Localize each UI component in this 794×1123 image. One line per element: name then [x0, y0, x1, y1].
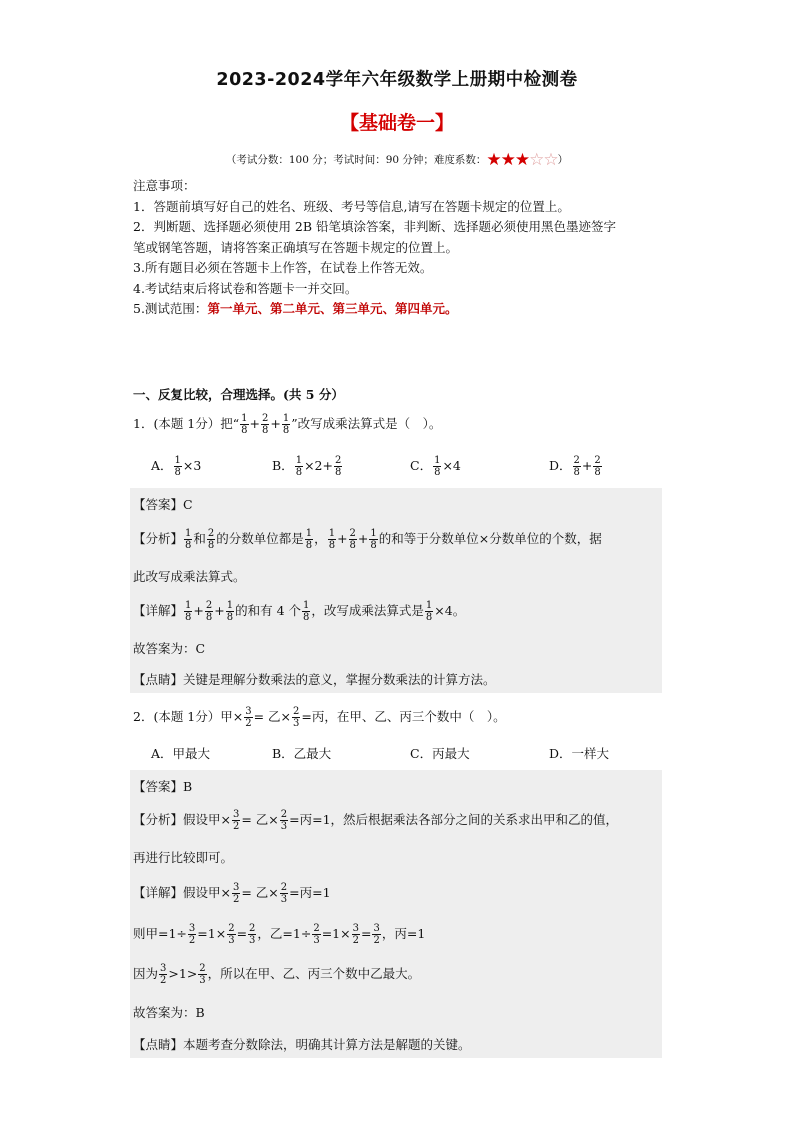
fraction — [302, 600, 310, 623]
q2-option-c[interactable]: C．丙最大 — [410, 746, 470, 761]
denominator: 8 — [185, 540, 192, 551]
text: = — [236, 926, 248, 941]
q2-option-a[interactable]: A．甲最大 — [151, 746, 211, 761]
denominator: 8 — [370, 540, 377, 551]
text: =1× — [321, 926, 351, 941]
denominator: 8 — [205, 612, 213, 623]
fraction — [295, 455, 303, 478]
text: 则甲=1÷ — [133, 926, 187, 941]
text: 【详解】假设甲× — [133, 885, 231, 900]
q1-option-b[interactable] — [272, 455, 343, 478]
text: =丙=1 — [289, 885, 331, 900]
fraction — [226, 600, 234, 623]
text: = 乙× — [241, 812, 279, 827]
q1-analysis: 【分析】 $\frac{1}{8}$ 和 $\frac{2}{8}$ 的分数单位都是 $\frac{1}{8}$ ， $\frac{1}{8}$ + $\frac{2}{8}$ + $\frac{1}{8}$ 的和等于分数单位×分数单位的个数，据 — [133, 528, 602, 551]
text: 【分析】假设甲× — [133, 812, 231, 827]
numerator: 1 — [425, 600, 433, 611]
q2-calculation — [133, 923, 425, 946]
fraction — [232, 882, 240, 905]
text: ，乙=1÷ — [257, 926, 312, 941]
scope-label: 5.测试范围： — [133, 301, 208, 316]
denominator: 8 — [434, 467, 441, 478]
fraction — [282, 413, 290, 436]
text: =丙，在甲、乙、丙三个数中（ ）。 — [301, 709, 506, 724]
numerator: 2 — [205, 600, 213, 611]
star-filled-icon: ★ — [514, 150, 530, 170]
numerator: 3 — [373, 923, 380, 934]
denominator: 8 — [334, 467, 342, 478]
page-title: 2023-2024学年六年级数学上册期中检测卷 — [216, 70, 578, 90]
numerator: 2 — [334, 455, 342, 466]
text: ，所以在甲、乙、丙三个数中乙最大。 — [207, 966, 421, 981]
numerator: 1 — [282, 413, 290, 424]
text: = 乙× — [253, 709, 292, 724]
q2-option-b[interactable]: B．乙最大 — [272, 746, 332, 761]
text: = — [360, 926, 372, 941]
q1-stem-prefix: 1．(本题 1分）把“ — [133, 416, 240, 431]
notes — [133, 176, 673, 320]
denominator: 2 — [160, 975, 167, 986]
q2-detail — [133, 882, 331, 905]
analysis-label: 【分析】 — [133, 531, 184, 546]
option-text: ×3 — [182, 458, 202, 473]
notes-item: 笔或钢笔答题，请将答案正确填写在答题卡规定的位置上。 — [133, 239, 459, 255]
fraction — [593, 455, 601, 478]
fraction — [244, 706, 252, 729]
q2-final: 故答案为：B — [133, 1005, 205, 1020]
numerator: 2 — [280, 882, 288, 893]
numerator: 1 — [226, 600, 234, 611]
denominator: 3 — [280, 894, 288, 905]
numerator: 1 — [185, 528, 192, 539]
option-text: ×2+ — [304, 458, 333, 473]
fraction — [227, 923, 235, 946]
q1-option-d[interactable] — [549, 455, 603, 478]
numerator: 2 — [199, 963, 206, 974]
denominator: 3 — [280, 821, 288, 832]
denominator: 8 — [241, 425, 248, 436]
q1-solution-shade — [130, 488, 662, 693]
denominator: 2 — [232, 894, 240, 905]
numerator: 2 — [207, 528, 215, 539]
numerator: 3 — [232, 882, 240, 893]
text: =1× — [197, 926, 227, 941]
denominator: 2 — [373, 935, 380, 946]
denominator: 2 — [232, 821, 240, 832]
denominator: 3 — [228, 935, 235, 946]
section-title: 一、反复比较，合理选择。(共 5 分） — [133, 387, 344, 402]
denominator: 8 — [262, 425, 269, 436]
denominator: 8 — [328, 540, 336, 551]
denominator: 8 — [295, 467, 303, 478]
q1-comment: 【点睛】关键是理解分数乘法的意义，掌握分数乘法的计算方法。 — [133, 672, 496, 687]
q1-answer: 【答案】C — [133, 497, 193, 512]
numerator: 1 — [370, 528, 377, 539]
scope-value: 第一单元、第二单元、第三单元、第四单元。 — [207, 301, 458, 316]
fraction — [352, 923, 360, 946]
fraction — [205, 600, 213, 623]
numerator: 3 — [352, 923, 359, 934]
text: ， — [314, 531, 327, 546]
notes-heading: 注意事项： — [133, 178, 196, 193]
denominator: 8 — [349, 540, 356, 551]
numerator: 3 — [160, 963, 167, 974]
denominator: 3 — [313, 935, 320, 946]
numerator: 2 — [228, 923, 235, 934]
fraction — [425, 600, 433, 623]
fraction — [248, 923, 256, 946]
meta-prefix: （考试分数：100 分；考试时间：90 分钟；难度系数： — [225, 154, 487, 166]
fraction — [184, 600, 192, 623]
denominator: 8 — [282, 425, 290, 436]
option-letter: A． — [151, 458, 173, 473]
q2-option-d[interactable]: D．一样大 — [549, 746, 610, 761]
fraction — [312, 923, 320, 946]
option-letter: D． — [549, 458, 572, 473]
detail-label: 【详解】 — [133, 603, 184, 618]
numerator: 2 — [594, 455, 601, 466]
denominator: 8 — [594, 467, 601, 478]
denominator: 3 — [249, 935, 256, 946]
denominator: 8 — [207, 540, 215, 551]
numerator: 1 — [185, 600, 192, 611]
fraction — [261, 413, 269, 436]
fraction — [328, 528, 336, 551]
fraction — [198, 963, 206, 986]
fraction — [188, 923, 196, 946]
option-letter: B． — [272, 458, 294, 473]
fraction — [159, 963, 167, 986]
notes-scope — [133, 299, 673, 320]
q2-analysis-cont: 再进行比较即可。 — [133, 850, 234, 865]
text: ，丙=1 — [381, 926, 426, 941]
numerator: 2 — [280, 809, 288, 820]
fraction — [349, 528, 357, 551]
denominator: 2 — [245, 718, 252, 729]
q1-stem-suffix: ”改写成乘法算式是（ ）。 — [291, 416, 442, 431]
q2-because — [133, 963, 420, 986]
numerator: 2 — [249, 923, 256, 934]
numerator: 1 — [174, 455, 181, 466]
numerator: 2 — [293, 706, 300, 717]
denominator: 8 — [425, 612, 433, 623]
q2-stem — [133, 706, 506, 729]
difficulty-stars — [486, 150, 557, 170]
numerator: 1 — [305, 528, 313, 539]
numerator: 1 — [303, 600, 310, 611]
q1-option-c[interactable] — [410, 455, 461, 478]
notes-item: 4.考试结束后将试卷和答题卡一并交回。 — [133, 280, 358, 296]
q2-comment: 【点睛】本题考查分数除法，明确其计算方法是解题的关键。 — [133, 1037, 471, 1052]
text: = 乙× — [241, 885, 279, 900]
q1-option-a[interactable] — [151, 455, 201, 478]
fraction — [369, 528, 377, 551]
fraction — [207, 528, 215, 551]
fraction — [433, 455, 441, 478]
denominator: 2 — [188, 935, 196, 946]
notes-item: 1．答题前填写好自己的姓名、班级、考号等信息,请写在答题卡规定的位置上。 — [133, 198, 570, 214]
denominator: 3 — [293, 718, 300, 729]
fraction — [232, 809, 240, 832]
text: ×4。 — [434, 603, 466, 618]
numerator: 2 — [573, 455, 580, 466]
q1-final: 故答案为：C — [133, 641, 206, 656]
q1-stem: 1．(本题 1分）把“ $\frac{1}{8}$ + $\frac{2}{8}$ + $\frac{1}{8}$ ”改写成乘法算式是（ ）。 — [133, 413, 442, 436]
q2-analysis — [133, 809, 618, 832]
q1-detail: 【详解】 $\frac{1}{8}$ + $\frac{2}{8}$ + $\frac{1}{8}$ 的和有 4 个 $\frac{1}{8}$ ，改写成乘法算式是 $\frac{1}{8}$ ×4。 — [133, 600, 466, 623]
exam-meta — [0, 150, 794, 170]
text: 2．(本题 1分）甲× — [133, 709, 244, 724]
option-text: + — [581, 458, 593, 473]
denominator: 8 — [185, 612, 192, 623]
text: 的和有 4 个 — [235, 603, 302, 618]
numerator: 3 — [188, 923, 196, 934]
numerator: 2 — [349, 528, 356, 539]
fraction — [280, 882, 288, 905]
numerator: 1 — [328, 528, 336, 539]
text: =丙=1，然后根据乘法各部分之间的关系求出甲和乙的值， — [289, 812, 619, 827]
q2-answer: 【答案】B — [133, 779, 193, 794]
star-filled-icon: ★ — [500, 150, 515, 170]
fraction — [280, 809, 288, 832]
denominator: 8 — [305, 540, 313, 551]
text: ，改写成乘法算式是 — [311, 603, 424, 618]
fraction — [573, 455, 581, 478]
numerator: 1 — [295, 455, 303, 466]
numerator: 1 — [434, 455, 441, 466]
notes-item: 2．判断题、选择题必须使用 2B 铅笔填涂答案，非判断、选择题必须使用黑色墨迹签字 — [133, 219, 617, 234]
numerator: 3 — [232, 809, 240, 820]
numerator: 1 — [241, 413, 248, 424]
fraction — [240, 413, 248, 436]
fraction — [334, 455, 342, 478]
fraction — [184, 528, 192, 551]
text: 和 — [193, 531, 206, 546]
star-filled-icon: ★ — [486, 150, 501, 170]
notes-item: 3.所有题目必须在答题卡上作答，在试卷上作答无效。 — [133, 260, 433, 275]
fraction — [292, 706, 300, 729]
page-subtitle: 【基础卷一】 — [339, 112, 454, 134]
text: 因为 — [133, 966, 159, 981]
meta-suffix: ） — [557, 154, 569, 166]
fraction — [174, 455, 182, 478]
option-letter: C． — [410, 458, 433, 473]
star-empty-icon: ☆ — [529, 150, 544, 170]
star-empty-icon: ☆ — [543, 150, 558, 170]
numerator: 2 — [313, 923, 320, 934]
denominator: 2 — [352, 935, 359, 946]
numerator: 3 — [245, 706, 252, 717]
numerator: 2 — [262, 413, 269, 424]
denominator: 8 — [226, 612, 234, 623]
option-text: ×4 — [442, 458, 461, 473]
denominator: 8 — [573, 467, 580, 478]
denominator: 8 — [174, 467, 181, 478]
denominator: 3 — [199, 975, 206, 986]
q1-analysis-cont: 此改写成乘法算式。 — [133, 569, 246, 584]
fraction — [372, 923, 380, 946]
text: 的分数单位都是 — [216, 531, 304, 546]
text: >1> — [168, 966, 198, 981]
text: 的和等于分数单位×分数单位的个数，据 — [378, 531, 602, 546]
fraction — [305, 528, 313, 551]
denominator: 8 — [303, 612, 310, 623]
